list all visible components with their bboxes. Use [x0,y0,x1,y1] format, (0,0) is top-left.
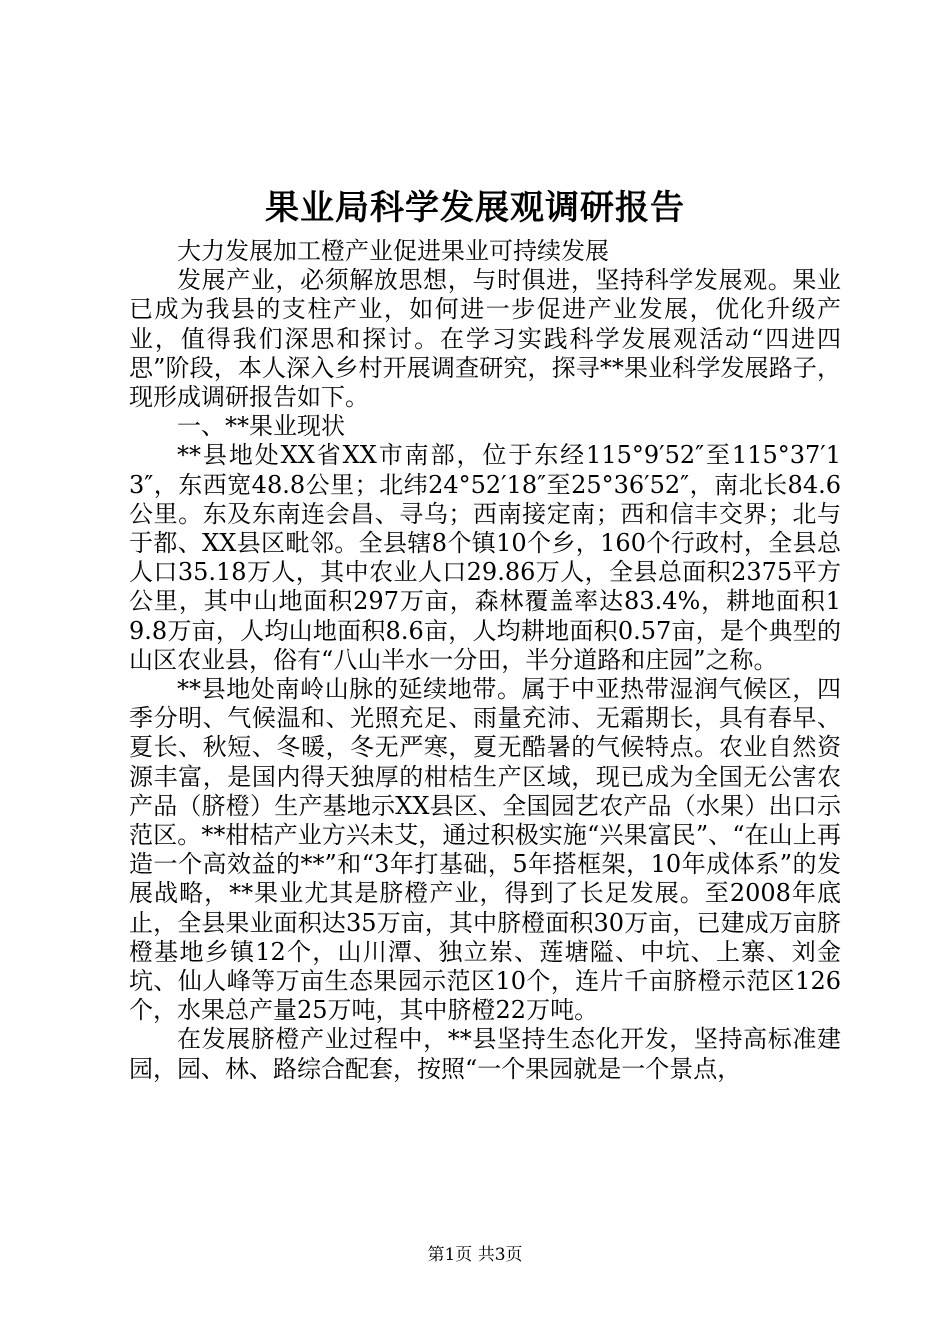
development-paragraph: 在发展脐橙产业过程中，**县坚持生态化开发，坚持高标准建园，园、林、路综合配套，按照“一个果园就是一个景点， [129,1025,841,1083]
intro-paragraph: 发展产业，必须解放思想，与时俱进，坚持科学发展观。果业已成为我县的支柱产业，如何进一步促进产业发展，优化升级产业，值得我们深思和探讨。在学习实践科学发展观活动“四进四思”阶段，本人深入乡村开展调查研究，探寻**果业科学发展路子，现形成调研报告如下。 [129,266,841,412]
document-title: 果业局科学发展观调研报告 [265,188,685,228]
document-body [129,237,841,1084]
page-number-footer: 第1页 共3页 [427,1245,523,1265]
climate-paragraph: **县地处南岭山脉的延续地带。属于中亚热带湿润气候区，四季分明、气候温和、光照充足、雨量充沛、无霜期长，具有春早、夏长、秋短、冬暖，冬无严寒，夏无酷暑的气候特点。农业自然资源丰富，是国内得天独厚的柑桔生产区域，现已成为全国无公害农产品（脐橙）生产基地示XX县区、全国园艺农产品（水果）出口示范区。**柑桔产业方兴未艾，通过积极实施“兴果富民”、“在山上再造一个高效益的**”和“3年打基础，5年搭框架，10年成体系”的发展战略，**果业尤其是脐橙产业，得到了长足发展。至2008年底止，全县果业面积达35万亩，其中脐橙面积30万亩，已建成万亩脐橙基地乡镇12个，山川潭、独立岽、莲塘隘、中坑、上寨、刘金坑、仙人峰等万亩生态果园示范区10个，连片千亩脐橙示范区126个，水果总产量25万吨，其中脐橙22万吨。 [129,675,841,1025]
geography-paragraph: **县地处XX省XX市南部，位于东经115°9′52″至115°37′13″，东西宽48.8公里；北纬24°52′18″至25°36′52″，南北长84.6公里。东及东南连会昌、寻乌；西南接定南；西和信丰交界；北与于都、XX县区毗邻。全县辖8个镇10个乡，160个行政村，全县总人口35.18万人，其中农业人口29.86万人，全县总面积2375平方公里，其中山地面积297万亩，森林覆盖率达83.4%，耕地面积19.8万亩，人均山地面积8.6亩，人均耕地面积0.57亩，是个典型的山区农业县，俗有“八山半水一分田，半分道路和庄园”之称。 [129,441,841,674]
section-heading: 一、**果业现状 [177,412,345,441]
subtitle-paragraph: 大力发展加工橙产业促进果业可持续发展 [177,237,609,265]
